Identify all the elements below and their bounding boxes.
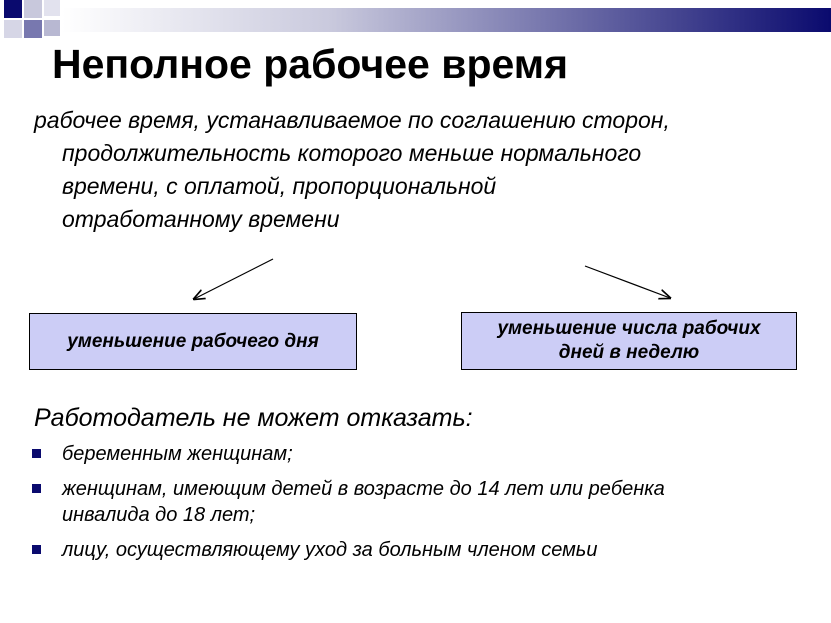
definition-line: времени, с оплатой, пропорциональной [62,173,497,199]
list-item-text: лицу, осуществляющему уход за больным членом семьи [62,539,598,561]
square-bullet-icon [32,484,41,493]
square-bullet-icon [32,545,41,554]
list-item [32,537,822,563]
definition-line: продолжительность которого меньше нормального [62,140,642,166]
definition-text [34,104,824,236]
list-item-text: женщинам, имеющим детей в возрасте до 14 лет или ребенка [62,478,665,500]
header-square-6 [44,20,60,36]
type-box-label: уменьшение числа рабочих [497,318,761,339]
list-item [32,441,822,467]
header-square-1 [4,0,22,18]
header-square-2 [24,0,42,18]
header-square-4 [24,20,42,38]
type-box-label: дней в неделю [558,342,700,363]
square-bullet-icon [32,449,41,458]
type-box-label: уменьшение рабочего дня [67,330,319,352]
bullet-list [32,441,822,572]
type-box-shorter-day [29,313,357,370]
arrow-left [194,259,273,299]
slide-title: Неполное рабочее время [52,41,569,87]
employer-heading: Работодатель не может отказать: [34,404,473,432]
list-item-text: беременным женщинам; [62,443,293,465]
list-item-text: инвалида до 18 лет; [62,504,256,526]
header-square-5 [44,0,60,16]
type-box-fewer-days [461,312,797,370]
definition-line: отработанному времени [62,206,340,232]
header-square-3 [4,20,22,38]
arrow-right [585,266,670,298]
list-item [32,476,822,528]
definition-line: рабочее время, устанавливаемое по соглашению сторон, [34,107,670,133]
